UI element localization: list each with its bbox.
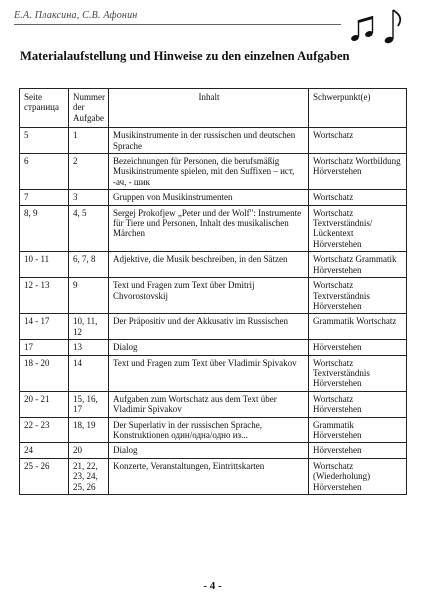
table-row bbox=[20, 355, 407, 391]
cell-nummer: 14 bbox=[69, 355, 109, 391]
cell-seite: 20 - 21 bbox=[20, 391, 69, 417]
materials-table bbox=[19, 88, 407, 495]
cell-schwerpunkt: Wortschatz bbox=[309, 190, 407, 205]
cell-inhalt: Gruppen von Musikinstrumenten bbox=[109, 190, 309, 205]
cell-inhalt: Der Superlativ in der russischen Sprache, Konstruktionen один/одна/одно из... bbox=[109, 417, 309, 443]
table-header-row bbox=[20, 89, 407, 128]
column-header-nummer: Nummer der Aufgabe bbox=[69, 89, 109, 128]
cell-nummer: 10, 11, 12 bbox=[69, 314, 109, 340]
cell-schwerpunkt: Wortschatz Textverständnis Hörverstehen bbox=[309, 278, 407, 314]
cell-inhalt: Sergej Prokofjew „Peter und der Wolf": Instrumente für Tiere und Personen, Inhalt des musikalischen Märchen bbox=[109, 205, 309, 252]
cell-seite: 7 bbox=[20, 190, 69, 205]
cell-schwerpunkt: Grammatik Wortschatz bbox=[309, 314, 407, 340]
cell-nummer: 6, 7, 8 bbox=[69, 252, 109, 278]
cell-schwerpunkt: Hörverstehen bbox=[309, 443, 407, 458]
cell-nummer: 4, 5 bbox=[69, 205, 109, 252]
table-row bbox=[20, 340, 407, 355]
cell-seite: 6 bbox=[20, 154, 69, 190]
running-header bbox=[14, 10, 341, 25]
cell-schwerpunkt: Wortschatz Wortbildung Hörverstehen bbox=[309, 154, 407, 190]
cell-seite: 14 - 17 bbox=[20, 314, 69, 340]
table-row bbox=[20, 205, 407, 252]
column-header-inhalt: Inhalt bbox=[109, 89, 309, 128]
cell-schwerpunkt: Wortschatz (Wiederholung) Hörverstehen bbox=[309, 458, 407, 494]
cell-nummer: 20 bbox=[69, 443, 109, 458]
table-row bbox=[20, 417, 407, 443]
cell-inhalt: Text und Fragen zum Text über Vladimir Spivakov bbox=[109, 355, 309, 391]
cell-schwerpunkt: Wortschatz Textverständnis/ Lückentext Hörverstehen bbox=[309, 205, 407, 252]
cell-schwerpunkt: Wortschatz Grammatik Hörverstehen bbox=[309, 252, 407, 278]
column-header-schwerpunkt: Schwerpunkt(e) bbox=[309, 89, 407, 128]
table-row bbox=[20, 314, 407, 340]
music-notes-icon bbox=[345, 4, 405, 48]
cell-nummer: 2 bbox=[69, 154, 109, 190]
cell-nummer: 3 bbox=[69, 190, 109, 205]
cell-seite: 10 - 11 bbox=[20, 252, 69, 278]
cell-inhalt: Dialog bbox=[109, 340, 309, 355]
cell-schwerpunkt: Wortschatz Hörverstehen bbox=[309, 391, 407, 417]
cell-schwerpunkt: Wortschatz bbox=[309, 128, 407, 154]
cell-nummer: 1 bbox=[69, 128, 109, 154]
cell-inhalt: Bezeichnungen für Personen, die berufsmäßig Musikinstrumente spielen, mit den Suffixen – ист, -ач, - шик bbox=[109, 154, 309, 190]
page-title: Materialaufstellung und Hinweise zu den einzelnen Aufgaben bbox=[20, 49, 350, 63]
cell-inhalt: Text und Fragen zum Text über Dmitrij Chvorostovskij bbox=[109, 278, 309, 314]
cell-inhalt: Konzerte, Veranstaltungen, Eintrittskarten bbox=[109, 458, 309, 494]
cell-seite: 5 bbox=[20, 128, 69, 154]
cell-inhalt: Dialog bbox=[109, 443, 309, 458]
cell-seite: 24 bbox=[20, 443, 69, 458]
cell-seite: 17 bbox=[20, 340, 69, 355]
cell-seite: 8, 9 bbox=[20, 205, 69, 252]
cell-inhalt: Aufgaben zum Wortschatz aus dem Text über Vladimir Spivakov bbox=[109, 391, 309, 417]
cell-seite: 18 - 20 bbox=[20, 355, 69, 391]
cell-inhalt: Musikinstrumente in der russischen und deutschen Sprache bbox=[109, 128, 309, 154]
cell-seite: 12 - 13 bbox=[20, 278, 69, 314]
cell-schwerpunkt: Grammatik Hörverstehen bbox=[309, 417, 407, 443]
table-row bbox=[20, 252, 407, 278]
table-row bbox=[20, 190, 407, 205]
cell-seite: 22 - 23 bbox=[20, 417, 69, 443]
cell-nummer: 18, 19 bbox=[69, 417, 109, 443]
table-row bbox=[20, 128, 407, 154]
cell-nummer: 21, 22, 23, 24, 25, 26 bbox=[69, 458, 109, 494]
cell-seite: 25 - 26 bbox=[20, 458, 69, 494]
table-body bbox=[20, 128, 407, 495]
table-row bbox=[20, 458, 407, 494]
table-row bbox=[20, 278, 407, 314]
cell-nummer: 15, 16, 17 bbox=[69, 391, 109, 417]
cell-inhalt: Adjektive, die Musik beschreiben, in den Sätzen bbox=[109, 252, 309, 278]
cell-nummer: 13 bbox=[69, 340, 109, 355]
page-number: - 4 - bbox=[203, 580, 222, 592]
cell-schwerpunkt: Hörverstehen bbox=[309, 340, 407, 355]
header-authors: Е.А. Плаксина, С.В. Афонин bbox=[14, 10, 138, 21]
cell-schwerpunkt: Wortschatz Textverständnis Hörverstehen bbox=[309, 355, 407, 391]
table-row bbox=[20, 443, 407, 458]
table-row bbox=[20, 154, 407, 190]
column-header-seite: Seite страница bbox=[20, 89, 69, 128]
table-row bbox=[20, 391, 407, 417]
cell-inhalt: Der Präpositiv und der Akkusativ im Russischen bbox=[109, 314, 309, 340]
cell-nummer: 9 bbox=[69, 278, 109, 314]
